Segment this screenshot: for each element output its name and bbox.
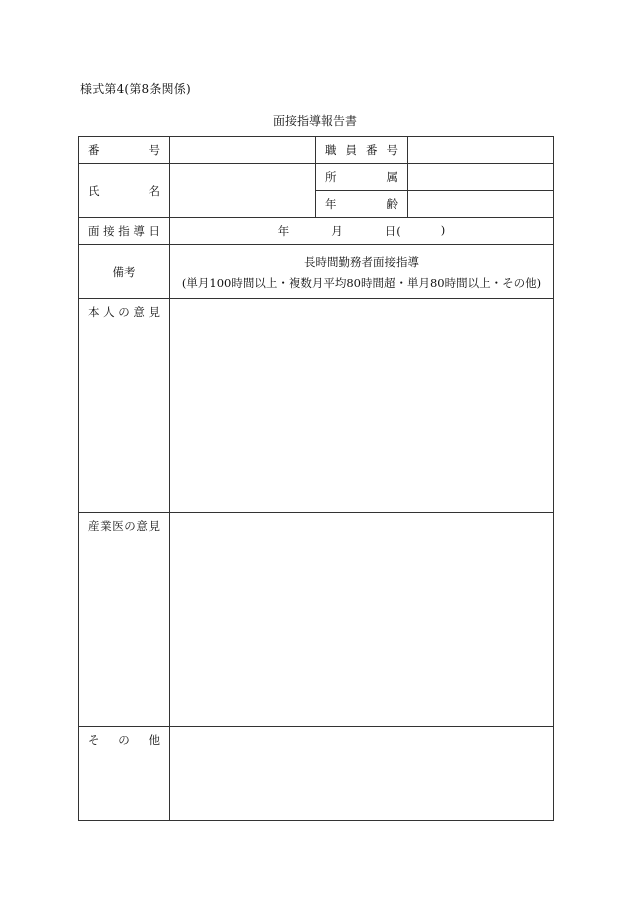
interview-date-field[interactable] <box>170 218 554 245</box>
department-field[interactable] <box>408 164 554 191</box>
report-form-table <box>78 136 554 821</box>
other-field[interactable] <box>170 727 554 821</box>
name-field[interactable] <box>170 164 316 218</box>
staff-number-field[interactable] <box>408 137 554 164</box>
own-opinion-field[interactable] <box>170 299 554 513</box>
remarks-label: 備考 <box>79 245 170 299</box>
department-label: 所 属 <box>316 164 408 191</box>
month-suffix: 月 <box>331 224 343 238</box>
remarks-line-2: (単月100時間以上・複数月平均80時間超・単月80時間以上・その他) <box>181 275 542 290</box>
remarks-field <box>170 245 554 299</box>
age-field[interactable] <box>408 191 554 218</box>
physician-opinion-label: 産 業 医 の 意 見 <box>79 513 170 727</box>
other-label: そ の 他 <box>79 727 170 821</box>
year-suffix: 年 <box>277 224 290 238</box>
own-opinion-label: 本 人 の 意 見 <box>79 299 170 513</box>
name-label: 氏 名 <box>79 164 170 218</box>
document-title: 面接指導報告書 <box>272 114 357 128</box>
number-label: 番 号 <box>79 137 170 164</box>
physician-opinion-field[interactable] <box>170 513 554 727</box>
remarks-line-1: 長時間勤務者面接指導 <box>304 254 419 269</box>
weekday-close-paren: ) <box>440 223 446 237</box>
staff-number-label: 職 員 番 号 <box>316 137 408 164</box>
interview-date-label: 面 接 指 導 日 <box>79 218 170 245</box>
age-label: 年 齢 <box>316 191 408 218</box>
form-number: 様式第4(第8条関係) <box>80 82 191 96</box>
number-field[interactable] <box>170 137 316 164</box>
day-suffix: 日( <box>384 224 401 238</box>
